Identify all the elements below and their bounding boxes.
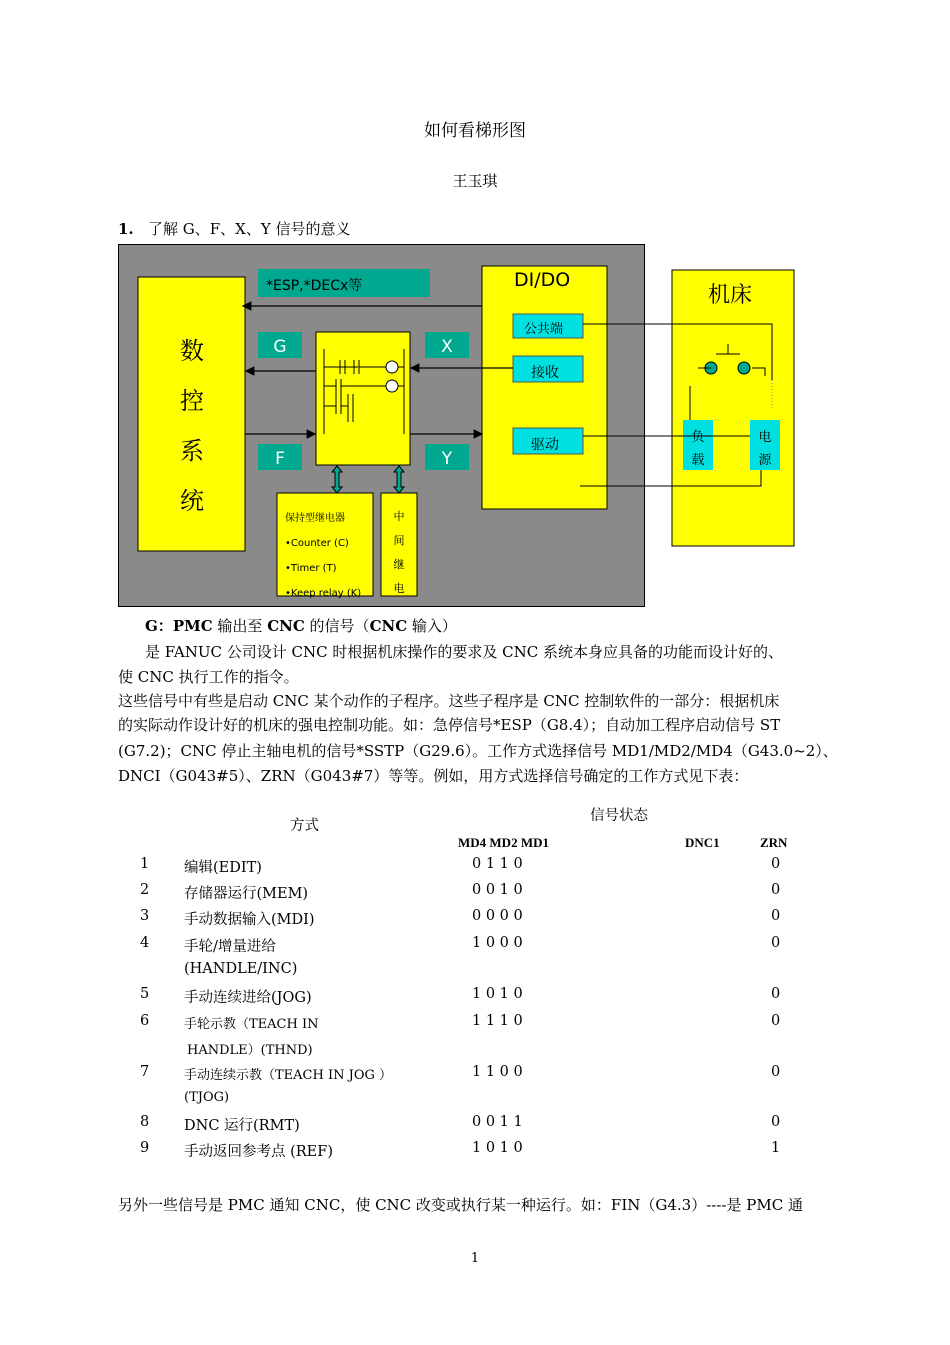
keep-relay-title: 保持型继电器 (285, 513, 345, 524)
table-header-zrn: ZRN (760, 835, 788, 850)
section-heading (118, 218, 351, 239)
cnc-char: 统 (180, 487, 204, 515)
relay-item-keep: •Keep relay (K) (285, 588, 362, 599)
table-cell-md: 0 0 0 0 (472, 908, 523, 924)
table-cell-mode: 手轮/增量进给 (184, 939, 276, 955)
mid-relay-char: 继 (393, 558, 405, 571)
paragraph-line: 是 FANUC 公司设计 CNC 时根据机床操作的要求及 CNC 系统本身应具备的功能而设计好的、 (145, 643, 783, 661)
common-terminal-label: 公共端 (524, 322, 564, 337)
table-cell-mode: 手轮示教（TEACH IN (184, 1017, 319, 1032)
paragraph-line: (G7.2)；CNC 停止主轴电机的信号*SSTP（G29.6）。工作方式选择信号 MD1/MD2/MD4（G43.0~2）、 (118, 742, 838, 760)
section-number: 1. (118, 220, 134, 238)
table-cell-md: 0 1 1 0 (472, 856, 523, 872)
table-cell-mode-cont: HANDLE）(THND) (187, 1043, 313, 1058)
table-header-mode: 方式 (290, 818, 319, 834)
paragraph-line: 另外一些信号是 PMC 通知 CNC，使 CNC 改变或执行某一种运行。如：FIN（G4.3）----是 PMC 通 (118, 1196, 803, 1214)
table-cell-mode: 编辑(EDIT) (184, 860, 262, 876)
mid-relay-char: 电 (393, 582, 405, 595)
power-char: 电 (758, 430, 772, 445)
cnc-char: 系 (180, 437, 204, 465)
table-cell-md: 1 1 1 0 (472, 1013, 523, 1029)
signal-diagram (118, 244, 646, 608)
dido-label: DI/DO (514, 269, 571, 291)
section-text: 了解 G、F、X、Y 信号的意义 (147, 220, 351, 238)
table-cell-mode: 手动数据输入(MDI) (184, 912, 315, 928)
table-cell-zrn: 0 (771, 882, 781, 898)
table-cell-number: 2 (140, 882, 150, 898)
table-cell-zrn: 0 (771, 908, 781, 924)
y-label: Y (441, 449, 453, 469)
paragraph-line: 这些信号中有些是启动 CNC 某个动作的子程序。这些子程序是 CNC 控制软件的一部分：根据机床 (118, 692, 780, 710)
cnc-char: 数 (180, 337, 204, 365)
relay-item-counter: •Counter (C) (285, 538, 349, 549)
table-cell-md: 1 0 1 0 (472, 986, 523, 1002)
mid-relay-char: 间 (393, 534, 405, 547)
table-cell-number: 4 (140, 935, 150, 951)
cnc-char: 控 (180, 387, 204, 415)
table-cell-md: 0 0 1 1 (472, 1114, 523, 1130)
g-heading-cnc: CNC (369, 617, 408, 635)
g-signal-heading (145, 614, 457, 639)
power-char: 源 (758, 453, 772, 468)
paragraph-line: 使 CNC 执行工作的指令。 (118, 668, 299, 686)
table-cell-zrn: 0 (771, 935, 781, 951)
table-cell-md: 1 0 0 0 (472, 935, 523, 951)
g-heading-text: 输出至 (212, 617, 268, 635)
g-label: G (273, 337, 287, 357)
esp-signal-label: *ESP,*DECx等 (266, 278, 363, 294)
table-cell-mode: 手动连续进给(JOG) (184, 990, 312, 1006)
table-cell-number: 9 (140, 1140, 150, 1156)
table-cell-mode: 手动返回参考点 (REF) (184, 1144, 333, 1160)
table-cell-md: 0 0 1 0 (472, 882, 523, 898)
table-cell-zrn: 0 (771, 856, 781, 872)
machine-label: 机床 (708, 283, 753, 308)
table-cell-md: 1 0 1 0 (472, 1140, 523, 1156)
g-heading-text: 输入） (407, 617, 457, 635)
table-cell-zrn: 0 (771, 1114, 781, 1130)
table-cell-zrn: 0 (771, 1064, 781, 1080)
drive-label: 驱动 (531, 437, 559, 453)
table-cell-number: 1 (140, 856, 150, 872)
page-number: 1 (470, 1251, 480, 1266)
f-label: F (275, 449, 285, 469)
g-heading-text: 的信号（ (304, 617, 370, 635)
paragraph-line: 的实际动作设计好的机床的强电控制功能。如：急停信号*ESP（G8.4）；自动加工程序启动信号 ST (118, 716, 781, 734)
pmc-ladder-box (316, 332, 410, 465)
table-cell-zrn: 0 (771, 1013, 781, 1029)
table-cell-zrn: 0 (771, 986, 781, 1002)
g-heading-cnc: CNC (267, 617, 305, 635)
relay-item-timer-text: Timer (T) (290, 563, 337, 574)
table-cell-mode: 存储器运行(MEM) (184, 886, 309, 902)
table-cell-number: 3 (140, 908, 150, 924)
relay-item-keep-text: Keep relay (K) (290, 588, 362, 599)
table-cell-zrn: 1 (771, 1140, 781, 1156)
page-title: 如何看梯形图 (424, 121, 526, 141)
table-cell-md: 1 1 0 0 (472, 1064, 523, 1080)
table-cell-number: 8 (140, 1114, 150, 1130)
relay-item-timer: •Timer (T) (285, 563, 337, 574)
receive-label: 接收 (531, 365, 559, 381)
load-char: 负 (691, 430, 705, 445)
table-cell-number: 6 (140, 1013, 150, 1029)
table-cell-mode-cont: (HANDLE/INC) (184, 961, 298, 977)
table-cell-mode: DNC 运行(RMT) (184, 1118, 300, 1134)
mid-relay-char: 中 (393, 510, 405, 523)
table-cell-mode-cont: (TJOG) (184, 1090, 230, 1105)
paragraph-line: DNCI（G043#5）、ZRN（G043#7）等等。例如，用方式选择信号确定的工作方式见下表： (118, 767, 749, 785)
table-header-signal: 信号状态 (590, 808, 648, 824)
table-cell-mode: 手动连续示教（TEACH IN JOG ） (184, 1068, 392, 1083)
x-label: X (441, 337, 453, 357)
table-cell-number: 7 (140, 1064, 150, 1080)
relay-item-counter-text: Counter (C) (290, 538, 349, 549)
author: 王玉琪 (452, 172, 498, 190)
table-header-md: MD4 MD2 MD1 (458, 835, 549, 850)
g-heading-pmc: PMC (172, 617, 213, 635)
table-header-dnc1: DNC1 (685, 835, 720, 850)
table-cell-number: 5 (140, 986, 150, 1002)
g-heading-prefix: G： (145, 617, 173, 635)
load-char: 载 (691, 453, 705, 468)
wiring (580, 244, 800, 504)
